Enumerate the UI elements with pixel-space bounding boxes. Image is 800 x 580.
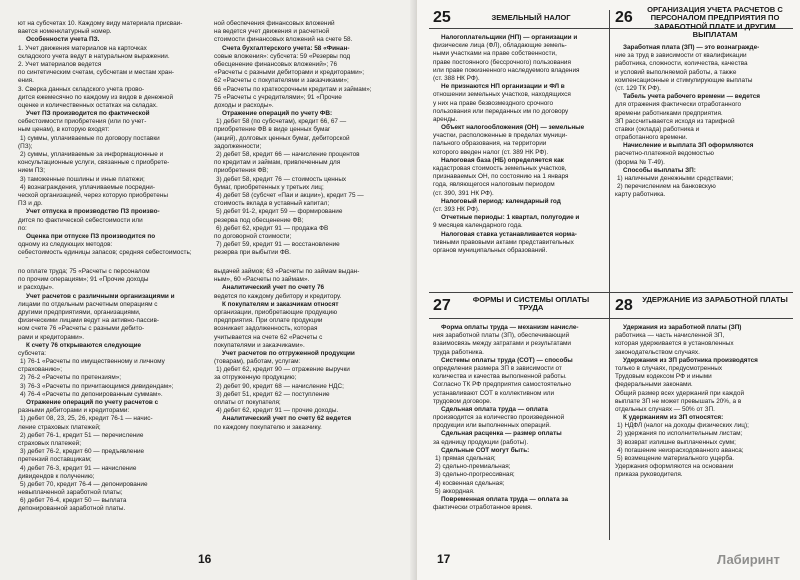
text-line: 1. Учет движения материалов на карточках <box>18 44 147 52</box>
text-line: ление страховых платежей; <box>18 423 101 431</box>
text-line: Учет отпуска в производство ПЗ произво- <box>26 208 160 216</box>
text-line: Системы оплаты труда (СОТ) — способы <box>441 356 573 364</box>
text-line: ным», 60 «Расчеты по займам». <box>214 276 310 284</box>
text-line: года, являющегося налоговым периодом <box>433 181 555 189</box>
text-line: Сдельная расценка — размер оплаты <box>441 430 562 438</box>
card-body <box>433 34 603 288</box>
text-line: 4) погашение неизрасходованного аванса; <box>617 446 744 454</box>
text-line: законодательством случаях. <box>615 348 700 356</box>
text-line: Учет ПЗ производится по фактической <box>26 110 150 118</box>
left-col1-bottom <box>18 268 202 540</box>
text-line: одному из следующих методов: <box>18 241 113 249</box>
text-line: 66 «Расчеты по краткосрочным кредитам и займам»; <box>214 85 372 93</box>
text-line: фактически отработанное время. <box>433 504 533 512</box>
text-line: себестоимости приобретения (или по учет- <box>18 118 147 126</box>
text-line: депонированной заработной платы. <box>18 505 126 513</box>
text-line: Налогоплательщики (НП) — организации и <box>441 34 578 41</box>
text-line: 4) вознаграждения, уплачиваемые посредни- <box>20 183 155 191</box>
text-line: 1) НДФЛ (налог на доходы физических лиц); <box>617 422 749 430</box>
text-line: дится по фактической себестоимости или <box>18 216 143 224</box>
text-line: Объект налогообложения (ОН) — земельные <box>441 124 585 132</box>
text-line: 4) дебет 62, кредит 91 — прочие доходы. <box>216 407 339 415</box>
text-line: стоимость вклада в уставный капитал; <box>214 200 330 208</box>
text-line: 2) суммы, уплачиваемые за информационные и <box>20 151 164 158</box>
text-line: (форма № Т-49). <box>615 158 665 166</box>
text-line: дится ежемесячно по каждому из видов в денежной <box>18 93 174 101</box>
text-line: Удержания оформляются на основании <box>615 463 734 471</box>
text-line: оплаты от покупателя; <box>214 399 281 406</box>
text-line: федеральными законами. <box>615 381 693 389</box>
left-col2-top <box>214 20 404 258</box>
text-line: 5) дебет 70, кредит 76-4 — депонирование <box>20 480 148 488</box>
card-body <box>615 44 787 288</box>
text-line: Начисление и выплата ЗП оформляются <box>623 142 754 150</box>
text-line: Особенности учета ПЗ. <box>26 36 100 44</box>
text-line: по оплате труда; 75 «Расчеты с персоналом <box>18 268 150 275</box>
text-line: 1) прямая сдельная; <box>435 455 496 462</box>
text-line: и условий выполняемой работы, а также <box>615 68 737 76</box>
text-line: отдельных случаях — 50% от ЗП. <box>615 405 715 413</box>
card-title: УДЕРЖАНИЕ ИЗ ЗАРАБОТНОЙ ПЛАТЫ <box>642 295 788 304</box>
text-line: 62 «Расчеты с покупателями и заказчиками»; <box>214 77 349 85</box>
text-line: органов муниципальных образований. <box>433 246 548 254</box>
text-line: отработанного времени. <box>615 134 688 142</box>
text-line: взаимосвязь между затратами и результатами <box>433 340 572 348</box>
text-line: Налоговая база (НБ) определяется как <box>441 156 564 164</box>
text-line: 9 месяцев календарного года. <box>433 222 523 230</box>
text-line: ют на субсчетах 10. Каждому виду материала присваи- <box>18 20 183 27</box>
text-line: ведется по каждому дебитору и кредитору. <box>214 292 342 300</box>
text-line: ения. <box>18 77 34 85</box>
text-line: ными участками на праве собственности, <box>433 50 557 58</box>
text-line: Счета бухгалтерского учета: 58 «Финан- <box>222 44 350 52</box>
text-line: нием ПЗ; <box>18 167 46 175</box>
text-line: 2) удержания по исполнительным листам; <box>617 430 743 438</box>
text-line: 2. Учет материалов ведется <box>18 60 102 68</box>
text-line: (ст. 393 НК РФ). <box>433 205 480 213</box>
text-line: разными дебиторами и кредиторами: <box>18 407 130 415</box>
text-line: организации, приобретающие продукцию <box>214 308 338 316</box>
text-line: рами и кредиторами». <box>18 333 85 341</box>
text-line: по кредитам и займам, привлеченным для <box>214 159 341 167</box>
text-line: Учет расчетов по отгруженной продукции <box>222 349 355 357</box>
watermark-stamp: Лабиринт <box>717 552 780 567</box>
text-line: К удержаниям из ЗП относятся: <box>623 414 724 422</box>
text-line: задолженности; <box>214 142 262 150</box>
text-line: 2) дебет 58, кредит 66 — начисление процентов <box>216 151 360 158</box>
card-title: ОРГАНИЗАЦИЯ УЧЕТА РАСЧЕТОВ С ПЕРСОНАЛОМ ПРЕДПРИЯТИЯ ПО ЗАРАБОТНОЙ ПЛАТЕ И ДРУГИМ ВЫПЛАТАМ <box>647 5 783 40</box>
text-line: Табель учета рабочего времени — ведется <box>623 93 760 101</box>
card-number: 28 <box>615 297 633 314</box>
text-line: аренды. <box>433 115 458 123</box>
text-line: обесценение финансовых вложений»; 76 <box>214 60 338 68</box>
text-line: Общий размер всех удержаний при каждой <box>615 389 745 397</box>
text-line: резерва под обесценение ФВ; <box>214 216 304 224</box>
text-line: (ст. 129 ТК РФ). <box>615 84 661 92</box>
text-line: 3) возврат излишне выплаченных сумм; <box>617 438 736 446</box>
left-col1-top <box>18 20 202 258</box>
page-number-left: 16 <box>198 552 212 566</box>
text-line: 2) дебет 90, кредит 68 — начисление НДС; <box>216 382 344 390</box>
text-line: Не признаются НП организации и ФЛ в <box>441 83 565 91</box>
text-line: 2) перечислением на банковскую <box>617 183 716 191</box>
text-line: Повременная оплата труда — оплата за <box>441 495 569 503</box>
text-line: приобретения ФВ; <box>214 167 269 175</box>
text-line: стоимости финансовых вложений на счете 58. <box>214 36 353 44</box>
text-line: трудовом договоре. <box>433 397 492 405</box>
text-line: 2) сдельно-премиальная; <box>435 463 511 471</box>
text-line: оценке и количественных остатках на складах. <box>18 101 158 109</box>
text-line: ческой организацией, через которую приобретены <box>18 191 168 199</box>
text-line: 2) дебет 76-1, кредит 51 — перечисление <box>20 431 144 439</box>
text-line: 75 «Расчеты с учредителями»; 91 «Прочие <box>214 93 342 101</box>
text-line: по: <box>18 224 27 232</box>
text-line: предприятия. При оплате продукции <box>214 317 323 325</box>
text-line: приказа руководителя. <box>615 471 683 479</box>
text-line: Учет расчетов с различными организациями и <box>26 292 175 300</box>
text-line: Сдельная оплата труда — оплата <box>441 405 548 413</box>
text-line: пального образования, на территории <box>433 140 547 148</box>
text-line: 6) дебет 62, кредит 91 — продажа ФВ <box>216 224 329 232</box>
text-line: учитывается на счете 62 «Расчеты с <box>214 333 323 341</box>
text-line: 1) дебет 62, кредит 90 — отражение выручки <box>216 366 350 374</box>
text-line: 1) дебет 58 (по субсчетам), кредит 66, 67 — <box>216 118 347 126</box>
text-line: бумаг, приобретенных у третьих лиц; <box>214 183 324 191</box>
text-line: 1) дебет 08, 23, 25, 26, кредит 76-1 — начис- <box>20 415 153 423</box>
text-line: количества и качества выполненной работы. <box>433 373 567 381</box>
text-line: участки, расположенные в пределах муници- <box>433 132 568 140</box>
text-line: невыплаченной заработной платы; <box>18 489 123 497</box>
text-line: доходы и расходы». <box>214 101 274 109</box>
text-line: 3) сдельно-прогрессивная; <box>435 471 515 479</box>
text-line: которого введен налог (ст. 389 НК РФ). <box>433 148 549 156</box>
text-line: 1) суммы, уплачиваемые по договору поставки <box>20 134 160 142</box>
text-line: 3) 76-3 «Расчеты по причитающимся дивидендам»; <box>20 382 174 390</box>
text-line: Налоговая ставка устанавливается норма- <box>441 230 577 238</box>
text-line: К покупателям и заказчикам относят <box>222 300 339 308</box>
text-line: расчетно-платежной ведомостью <box>615 150 714 158</box>
text-line: продукции или выполненных операций. <box>433 422 551 430</box>
text-line: покупателями и заказчиками». <box>214 341 305 349</box>
text-line: 2) 76-2 «Расчеты по претензиям»; <box>20 374 122 382</box>
text-line: только в случаях, предусмотренных <box>615 364 723 372</box>
text-line: 1) 76-1 «Расчеты по имущественному и личному <box>20 358 165 366</box>
text-line: или праве пожизненного наследуемого владения <box>433 66 580 74</box>
text-line: лицами по отдельным расчетным операциям с <box>18 300 158 308</box>
card-number: 27 <box>433 297 451 314</box>
text-line: Заработная плата (ЗП) — это вознагражде- <box>623 44 760 51</box>
text-line: по договорной стоимости; <box>214 232 292 240</box>
text-line: по синтетическим счетам, субсчетам и местам хран- <box>18 69 174 77</box>
text-line: по прочим операциям»; 91 «Прочие доходы <box>18 276 149 284</box>
text-line <box>18 257 202 258</box>
text-line: признаваемых ОН, по состоянию на 1 января <box>433 173 569 181</box>
text-line: дивидендов к получению; <box>18 472 95 480</box>
text-line: Способы выплаты ЗП: <box>623 166 696 174</box>
text-line: (ПЗ); <box>18 142 33 150</box>
text-line: 1) наличными денежными средствами; <box>617 175 734 182</box>
text-line: кадастровая стоимость земельных участков, <box>433 165 567 172</box>
text-line: субсчета: <box>18 349 47 357</box>
card-column-divider <box>609 10 610 540</box>
text-line: определения размера ЗП в зависимости от <box>433 364 562 372</box>
card-divider <box>429 318 793 319</box>
card-body <box>615 324 787 540</box>
text-line: вается номенклатурный номер. <box>18 28 112 36</box>
text-line: резерва при выбытии ФВ. <box>214 249 291 257</box>
text-line: 3) дебет 51, кредит 62 — поступление <box>216 390 330 398</box>
text-line: 3) дебет 76-2, кредит 60 — предъявление <box>20 448 145 456</box>
text-line: ПЗ и др. <box>18 200 43 208</box>
text-line: производится за количество произведенной <box>433 414 565 422</box>
text-line: приобретение ФВ в виде ценных бумаг <box>214 126 331 134</box>
text-line: Сдельные СОТ могут быть: <box>441 446 530 454</box>
text-line: (акций), долговых ценных бумаг, дебиторской <box>214 134 350 142</box>
card-body <box>433 324 603 540</box>
card-divider <box>429 292 793 293</box>
text-line: 5) дебет 91-2, кредит 59 — формирование <box>216 208 343 216</box>
text-line: Налоговый период: календарный год <box>441 197 561 205</box>
card-number: 26 <box>615 9 633 26</box>
text-line: по каждому покупателю и заказчику. <box>214 423 322 431</box>
text-line: складского учета ведут в натуральном выражении. <box>18 52 170 60</box>
card-title: ФОРМЫ И СИСТЕМЫ ОПЛАТЫ ТРУДА <box>472 295 590 313</box>
text-line: и расходы». <box>18 284 54 292</box>
text-line: Оценка при отпуске ПЗ производится по <box>26 232 156 240</box>
text-line: 4) дебет 76-3, кредит 91 — начисление <box>20 464 137 472</box>
text-line: устанавливают СОТ в коллективном или <box>433 389 555 397</box>
text-line: компенсационные и стимулирующие выплаты <box>615 76 753 84</box>
text-line: себестоимость единицы запасов; средняя себестоимость; <box>18 249 192 257</box>
text-line: за единицу продукции (работы). <box>433 438 529 446</box>
text-line: работника, сложности, количества, качества <box>615 60 748 68</box>
text-line: ной обеспечения финансовых вложений <box>214 20 335 27</box>
text-line: физические лица (ФЛ), обладающие земель- <box>433 42 567 50</box>
text-line: (ст. 388 НК РФ). <box>433 74 480 82</box>
text-line: Отчетные периоды: 1 квартал, полугодие и <box>441 214 580 222</box>
text-line: 4) косвенная сдельная; <box>435 479 505 487</box>
text-line: страхованию»; <box>18 366 63 374</box>
text-line: на ведется учет движения и расчетной <box>214 28 330 36</box>
text-line: выдачей займов; 63 «Расчеты по займам выдан- <box>214 268 360 275</box>
text-line: ным ценам), в которую входят: <box>18 126 110 134</box>
text-line: Аналитический учет по счету 62 ведется <box>222 415 352 423</box>
text-line: ставки (оклада) работника и <box>615 125 700 133</box>
text-line: 4) 76-4 «Расчеты по депонированным суммам». <box>20 390 163 398</box>
text-line: ном счете 76 «Расчеты с разными дебито- <box>18 325 145 333</box>
text-line: страховых платежей; <box>18 439 81 447</box>
text-line: возникает задолженность, которая <box>214 325 318 333</box>
page-number-right: 17 <box>437 552 451 566</box>
card-title: ЗЕМЕЛЬНЫЙ НАЛОГ <box>491 13 571 22</box>
text-line: 3. Сверка данных складского учета прово- <box>18 85 145 93</box>
text-line: Трудовым кодексом РФ и иными <box>615 373 712 381</box>
text-line: 7) дебет 59, кредит 91 — восстановление <box>216 241 340 249</box>
text-line: труда работника. <box>433 348 484 356</box>
text-line: времени работниками предприятия. <box>615 109 723 117</box>
text-line: претензий поставщикам; <box>18 456 92 464</box>
text-line: (товарам), работам, услугам: <box>214 358 301 366</box>
text-line: Форма оплаты труда — механизм начисле- <box>441 324 579 331</box>
text-line: тивными правовыми актами представительных <box>433 238 574 246</box>
text-line: карту работника. <box>615 191 666 199</box>
card-number: 25 <box>433 9 451 26</box>
text-line: за отгруженную продукцию; <box>214 374 297 382</box>
text-line: работника — часть начисленной ЗП, <box>615 332 725 340</box>
text-line: 5) возмещение материального ущерба. <box>617 455 735 462</box>
text-line: которая удерживается в установленных <box>615 340 734 348</box>
text-line: физическими лицами ведут на активно-пассив- <box>18 317 160 325</box>
text-line: Аналитический учет по счету 76 <box>222 284 325 292</box>
text-line: ние за труд в зависимости от квалификации <box>615 52 747 60</box>
text-line: 6) дебет 76-4, кредит 50 — выплата <box>20 497 127 505</box>
text-line: 3) дебет 58, кредит 76 — стоимость ценных <box>216 175 347 183</box>
text-line: 4) дебет 58 (субсчет «Паи и акции»), кредит 75 — <box>216 191 364 199</box>
text-line: ния заработной платы (ЗП), обеспечивающий <box>433 332 570 340</box>
text-line: пользования или переданных им по договору <box>433 107 569 115</box>
text-line: отношении земельных участков, находящихся <box>433 91 571 99</box>
text-line: Удержания из ЗП работника производятся <box>623 356 758 364</box>
text-line: Согласно ТК РФ предприятия самостоятельно <box>433 381 571 389</box>
text-line: 3) таможенные пошлины и иные платежи; <box>20 175 145 183</box>
text-line: 5) аккордная. <box>435 487 475 495</box>
text-line: консультационные услуги, связанные с приобрете- <box>18 159 170 167</box>
text-line: К счету 76 открываются следующие <box>26 341 142 349</box>
text-line: Отражение операций по учету расчетов с <box>26 399 159 406</box>
left-col2-bottom <box>214 268 404 540</box>
text-line: совые вложения»: субсчета: 59 «Резервы под <box>214 52 351 60</box>
text-line: «Расчеты с разными дебиторами и кредиторами»; <box>214 69 364 77</box>
text-line: ЗП рассчитывается исходя из тарифной <box>615 117 735 125</box>
right-page <box>416 0 800 580</box>
text-line: выплате ЗП не может превышать 20%, а в <box>615 397 742 405</box>
text-line: (ст. 390, 391 НК РФ). <box>433 189 494 197</box>
text-line: другими предприятиями, организациями, <box>18 308 141 316</box>
text-line: для отражения фактически отработанного <box>615 101 741 109</box>
text-line: у них на праве безвозмездного срочного <box>433 99 554 107</box>
text-line: Отражение операций по учету ФВ: <box>222 110 333 118</box>
text-line: Удержания из заработной платы (ЗП) <box>623 324 742 331</box>
text-line: праве постоянного (бессрочного) пользования <box>433 58 571 66</box>
